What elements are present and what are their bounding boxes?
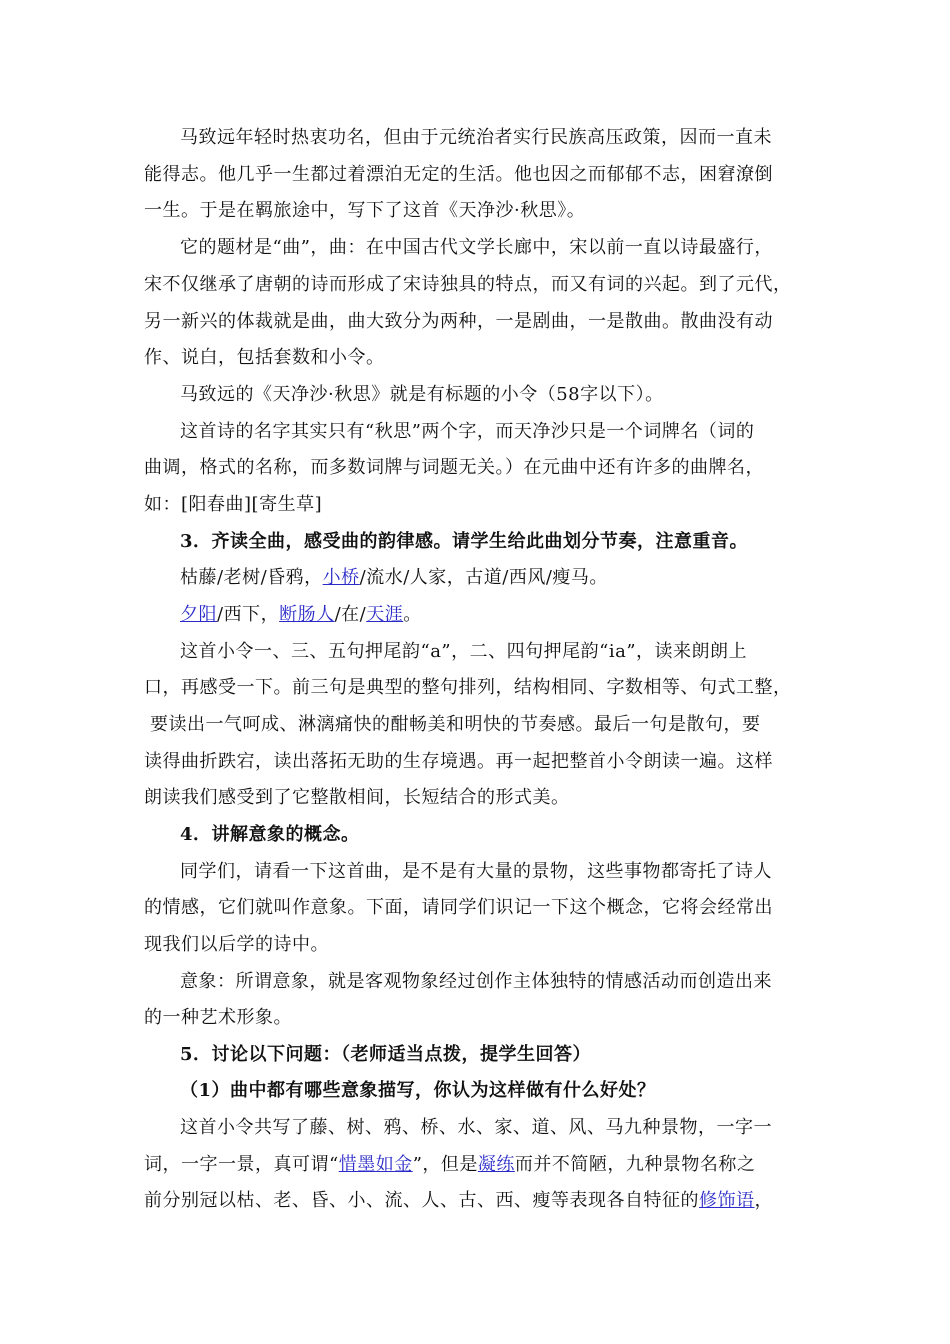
hyperlink[interactable]: 断肠人	[279, 604, 335, 625]
poem-text: 枯藤/老树/昏鸦，	[180, 567, 323, 588]
body-text: ”，但是	[412, 1154, 478, 1175]
paragraph-line: 马致远年轻时热衷功名，但由于元统治者实行民族高压政策，因而一直未	[180, 127, 772, 148]
paragraph-line: 能得志。他几乎一生都过着漂泊无定的生活。他也因之而郁郁不志，困窘潦倒	[144, 164, 773, 185]
paragraph-line: 这首小令共写了藤、树、鸦、桥、水、家、道、风、马九种景物，一字一	[180, 1117, 772, 1138]
paragraph-line: 朗读我们感受到了它整散相间，长短结合的形式美。	[144, 787, 570, 808]
question-heading: （1）曲中都有哪些意象描写，你认为这样做有什么好处？	[180, 1080, 656, 1101]
hyperlink[interactable]: 惜墨如金	[338, 1154, 413, 1175]
poem-line	[180, 566, 814, 590]
hyperlink[interactable]: 凝练	[477, 1154, 515, 1175]
paragraph-line: 这首小令一、三、五句押尾韵“a”，二、四句押尾韵“ia”，读来朗朗上	[180, 641, 748, 662]
section-heading: 4．讲解意象的概念。	[180, 824, 360, 845]
paragraph-line: 曲调，格式的名称，而多数词牌与词题无关。）在元曲中还有许多的曲牌名，	[144, 457, 764, 478]
poem-text: /西下，	[217, 604, 280, 625]
paragraph-line: 的情感，它们就叫作意象。下面，请同学们识记一下这个概念，它将会经常出	[144, 897, 773, 918]
paragraph-line: 马致远的《天净沙·秋思》就是有标题的小令（58字以下）。	[180, 384, 664, 405]
section-heading: 3．齐读全曲，感受曲的韵律感。请学生给此曲划分节奏，注意重音。	[180, 531, 749, 552]
poem-line	[180, 603, 814, 627]
paragraph-line: 如：[阳春曲][寄生草]	[144, 494, 323, 515]
body-text: 而并不简陋，九种景物名称之	[514, 1154, 756, 1175]
paragraph-line: 口，再感受一下。前三句是典型的整句排列，结构相同、字数相等、句式工整，	[144, 677, 792, 698]
poem-text: 。	[403, 604, 422, 625]
paragraph-line: 一生。于是在羁旅途中，写下了这首《天净沙·秋思》。	[144, 200, 586, 221]
hyperlink[interactable]: 小桥	[322, 567, 360, 588]
poem-text: /在/	[334, 604, 367, 625]
hyperlink[interactable]: 天涯	[366, 604, 404, 625]
paragraph-line: 宋不仅继承了唐朝的诗而形成了宋诗独具的特点，而又有词的兴起。到了元代，	[144, 274, 792, 295]
paragraph-line: 这首诗的名字其实只有“秋思”两个字，而天净沙只是一个词牌名（词的	[180, 421, 755, 442]
paragraph-line: 现我们以后学的诗中。	[144, 934, 329, 955]
paragraph-line: 读得曲折跌宕，读出落拓无助的生存境遇。再一起把整首小令朗读一遍。这样	[144, 751, 773, 772]
paragraph-line	[144, 1153, 814, 1177]
paragraph-line: 它的题材是“曲”，曲：在中国古代文学长廊中，宋以前一直以诗最盛行，	[180, 237, 773, 258]
paragraph-line: 另一新兴的体裁就是曲，曲大致分为两种，一是剧曲，一是散曲。散曲没有动	[144, 311, 773, 332]
hyperlink[interactable]: 夕阳	[180, 604, 217, 625]
paragraph-line: 作、说白，包括套数和小令。	[144, 347, 385, 368]
paragraph-line: 意象：所谓意象，就是客观物象经过创作主体独特的情感活动而创造出来	[180, 971, 772, 992]
body-text: ，	[754, 1190, 773, 1211]
paragraph-line: 的一种艺术形象。	[144, 1007, 292, 1028]
hyperlink[interactable]: 修饰语	[699, 1190, 755, 1211]
paragraph-line	[144, 1189, 814, 1213]
body-text: 词，一字一景，真可谓“	[144, 1154, 339, 1175]
paragraph-line: 同学们，请看一下这首曲，是不是有大量的景物，这些事物都寄托了诗人	[180, 861, 772, 882]
paragraph-line: 要读出一气呵成、淋漓痛快的酣畅美和明快的节奏感。最后一句是散句，要	[150, 714, 761, 735]
section-heading: 5．讨论以下问题：（老师适当点拨，提学生回答）	[180, 1044, 592, 1065]
poem-text: /流水/人家，古道/西风/瘦马。	[359, 567, 608, 588]
body-text: 前分别冠以枯、老、昏、小、流、人、古、西、瘦等表现各自特征的	[144, 1190, 699, 1211]
